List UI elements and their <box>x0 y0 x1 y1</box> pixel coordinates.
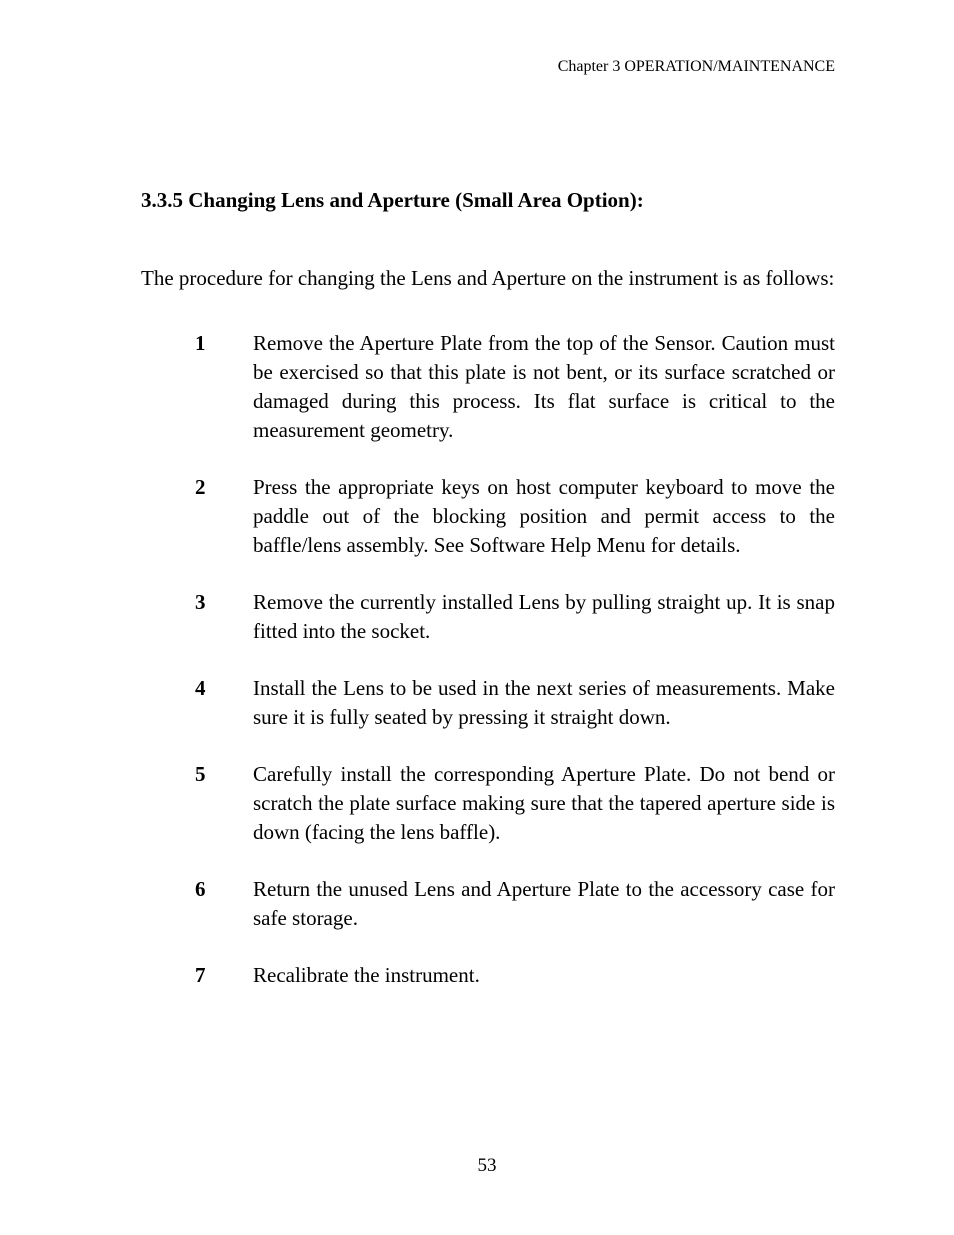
step-text: Carefully install the corresponding Aperture Plate. Do not bend or scratch the plate surface making sure that the tapered aperture side is down (facing the lens baffle). <box>253 762 835 844</box>
intro-paragraph: The procedure for changing the Lens and Aperture on the instrument is as follows: <box>141 266 835 290</box>
procedure-step <box>195 588 835 646</box>
procedure-step <box>195 329 835 445</box>
step-text: Remove the Aperture Plate from the top of the Sensor. Caution must be exercised so that this plate is not bent, or its surface scratched or damaged during this process. Its flat surface is critical to the measurement geometry. <box>253 331 835 442</box>
page-number: 53 <box>477 1155 497 1176</box>
step-number: 4 <box>195 676 206 700</box>
running-header: Chapter 3 OPERATION/MAINTENANCE <box>557 58 835 75</box>
procedure-step <box>195 875 835 933</box>
procedure-step <box>195 760 835 847</box>
step-text: Install the Lens to be used in the next series of measurements. Make sure it is fully seated by pressing it straight down. <box>253 676 835 729</box>
step-text: Return the unused Lens and Aperture Plate to the accessory case for safe storage. <box>253 877 835 930</box>
step-number: 5 <box>195 762 206 786</box>
step-number: 7 <box>195 963 206 987</box>
procedure-step <box>195 674 835 732</box>
step-text: Remove the currently installed Lens by pulling straight up. It is snap fitted into the socket. <box>253 590 835 643</box>
step-number: 3 <box>195 590 206 614</box>
step-number: 2 <box>195 475 206 499</box>
procedure-steps <box>195 329 835 1018</box>
section-title: 3.3.5 Changing Lens and Aperture (Small Area Option): <box>141 188 644 212</box>
procedure-step <box>195 961 835 990</box>
step-text: Press the appropriate keys on host computer keyboard to move the paddle out of the blocking position and permit access to the baffle/lens assembly. See Software Help Menu for details. <box>253 475 835 557</box>
step-text: Recalibrate the instrument. <box>253 963 480 987</box>
procedure-step <box>195 473 835 560</box>
step-number: 6 <box>195 877 206 901</box>
step-number: 1 <box>195 331 206 355</box>
